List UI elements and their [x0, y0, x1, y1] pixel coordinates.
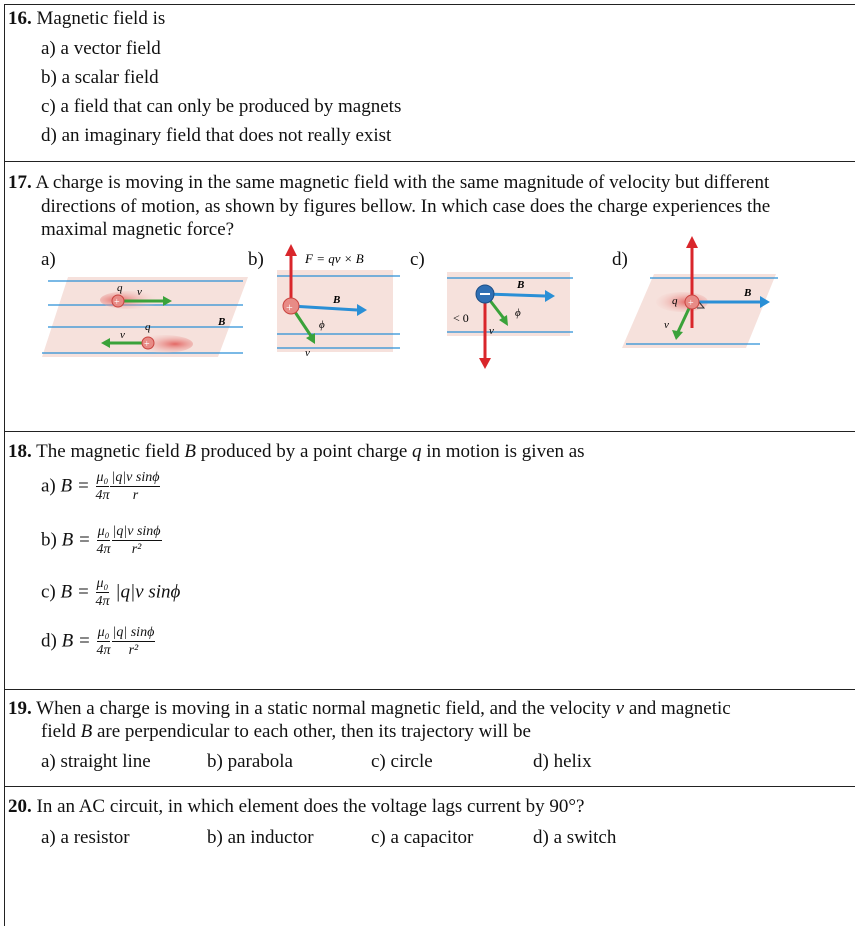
q16-option-c: c) a field that can only be produced by magnets [41, 96, 402, 117]
q18-option-d-label: d) [41, 630, 57, 652]
formula-lhs: B = [60, 581, 90, 603]
separator [4, 431, 855, 432]
q19-symbol-v: v [615, 698, 625, 719]
q18-text-pre: The magnetic field [36, 441, 180, 462]
q17-text-line3: maximal magnetic force? [41, 219, 235, 240]
label-B: B [218, 316, 226, 328]
label-v: v [664, 319, 669, 331]
label-B: B [333, 294, 341, 306]
q19-stem-line1 [8, 698, 731, 720]
q17-option-d-label: d) [612, 249, 628, 270]
q17-text-line1: A charge is moving in the same magnetic field with the same magnitude of velocity but different [35, 172, 770, 193]
q19-text-line2-post: are perpendicular to each other, then its trajectory will be [96, 721, 531, 742]
field-plane [447, 272, 570, 336]
q16-text: Magnetic field is [36, 8, 166, 29]
q18-option-c [41, 576, 180, 610]
q19-option-a: a) straight line [41, 751, 151, 772]
formula-lhs: B = [60, 475, 90, 497]
formula-lhs: B = [61, 630, 91, 652]
q17-figure-d [620, 232, 780, 358]
q19-number: 19. [8, 698, 32, 719]
q20-text: In an AC circuit, in which element does the voltage lags current by 90°? [36, 796, 585, 817]
fraction-mu0-over-4pi: $\frac{\text{μ₀}}{4\pi}$ [95, 470, 110, 504]
q17-option-c-label: c) [410, 249, 425, 270]
q17-stem-line1 [8, 172, 769, 194]
q18-option-b-label: b) [41, 529, 57, 551]
separator [4, 786, 855, 787]
q17-figure-b [275, 240, 410, 362]
q19-option-c: c) circle [371, 751, 433, 772]
q20-option-b: b) an inductor [207, 827, 314, 848]
separator [4, 689, 855, 690]
q19-text-line2-pre: field [41, 721, 76, 742]
formula-lhs: B = [61, 529, 91, 551]
fraction-mu0-over-4pi: $\frac{\text{μ₀}}{4\pi}$ [96, 625, 111, 659]
separator [4, 161, 855, 162]
q17-number: 17. [8, 172, 32, 193]
q19-text-pre: When a charge is moving in a static normal magnetic field, and the velocity [36, 698, 611, 719]
q17-option-a-label: a) [41, 249, 56, 270]
label-B: B [744, 287, 752, 299]
fraction-charge-over-r2: $\frac{|q| \sin\phi}{\text{r²}}$ [112, 625, 155, 659]
svg-text:+: + [286, 300, 293, 314]
q16-number: 16. [8, 8, 32, 29]
svg-text:+: + [114, 297, 120, 308]
svg-text:+: + [688, 298, 694, 309]
q16-option-a: a) a vector field [41, 38, 161, 59]
force-equation: F = qv × B [305, 251, 364, 266]
q17-text-line2: directions of motion, as shown by figures bellow. In which case does the charge experiences the [41, 196, 771, 217]
q18-text-post: in motion is given as [426, 441, 585, 462]
label-v: v [489, 325, 494, 337]
fraction-mu0-over-4pi: $\frac{\text{μ₀}}{4\pi}$ [96, 524, 111, 558]
q20-option-d: d) a switch [533, 827, 617, 848]
label-phi: ϕ [515, 307, 521, 319]
fraction-mu0-over-4pi: $\frac{\text{μ₀}}{4\pi}$ [95, 576, 110, 610]
label-q: q [117, 282, 123, 294]
q19-symbol-B: B [80, 721, 93, 742]
q19-option-b: b) parabola [207, 751, 293, 772]
q18-option-c-label: c) [41, 581, 56, 603]
label-B: B [517, 279, 525, 291]
q20-option-a: a) a resistor [41, 827, 130, 848]
label-q: q [145, 321, 151, 333]
q16-option-d: d) an imaginary field that does not really exist [41, 125, 392, 146]
q19-option-d: d) helix [533, 751, 592, 772]
q18-text-mid: produced by a point charge [200, 441, 408, 462]
q17-figure-c [445, 270, 575, 370]
label-lt-zero: < 0 [453, 311, 469, 325]
q17-option-b-label: b) [248, 249, 264, 270]
field-plane [622, 274, 776, 348]
q18-option-a [41, 470, 160, 504]
q19-text-post: and magnetic [628, 698, 731, 719]
q18-option-d [41, 625, 155, 659]
q18-stem [8, 441, 585, 463]
q19-stem-line2 [41, 721, 531, 743]
formula-tail: |q|v sinϕ [115, 581, 181, 603]
q16-stem [8, 8, 165, 30]
q18-symbol-q: q [412, 441, 422, 462]
q18-option-b [41, 524, 162, 558]
q20-number: 20. [8, 796, 32, 817]
q18-symbol-B: B [184, 441, 197, 462]
fraction-charge-over-r2: $\frac{\text{|q|v sinϕ}}{\text{r²}}$ [112, 524, 161, 558]
q17-figure-a [38, 275, 248, 365]
fraction-charge-over-r: $\frac{\text{|q|v sinϕ}}{r}$ [111, 470, 160, 504]
label-v: v [305, 347, 310, 359]
label-phi: ϕ [319, 319, 325, 331]
q20-stem [8, 796, 584, 818]
q16-option-b: b) a scalar field [41, 67, 159, 88]
q20-option-c: c) a capacitor [371, 827, 474, 848]
label-v: v [137, 286, 142, 298]
label-q: q [672, 295, 678, 307]
q18-number: 18. [8, 441, 32, 462]
svg-text:+: + [144, 339, 150, 350]
label-v: v [120, 329, 125, 341]
q18-option-a-label: a) [41, 475, 56, 497]
